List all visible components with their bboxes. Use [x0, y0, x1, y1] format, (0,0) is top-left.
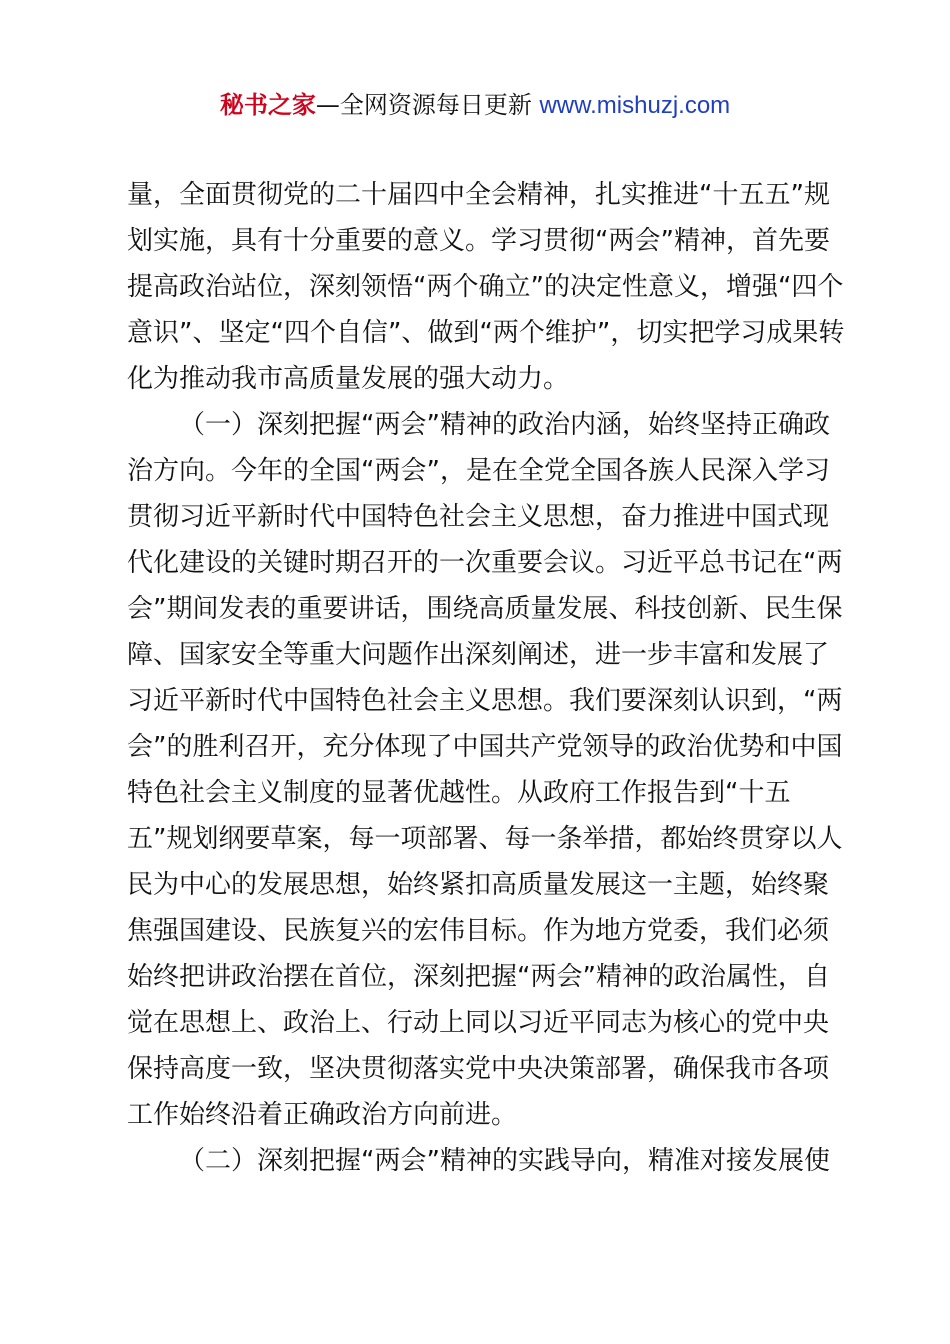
text-line: 化为推动我市高质量发展的强大动力。: [127, 364, 570, 394]
brand-name: 秘书之家: [219, 91, 316, 119]
text-line: 量，全面贯彻党的二十届四中全会精神，扎实推进“十五五”规: [127, 180, 830, 210]
text-line: 特色社会主义制度的显著优越性。从政府工作报告到“十五: [127, 778, 791, 808]
website-link[interactable]: www.mishuzj.com: [539, 92, 731, 119]
text-line: 五”规划纲要草案，每一项部署、每一条举措，都始终贯穿以人: [127, 824, 843, 854]
text-line: 习近平新时代中国特色社会主义思想。我们要深刻认识到，“两: [127, 686, 843, 716]
text-line: 始终把讲政治摆在首位，深刻把握“两会”精神的政治属性，自: [127, 962, 830, 992]
text-line: 提高政治站位，深刻领悟“两个确立”的决定性意义，增强“四个: [127, 272, 844, 302]
text-line: 保持高度一致，坚决贯彻落实党中央决策部署，确保我市各项: [127, 1054, 830, 1084]
text-line: 意识”、坚定“四个自信”、做到“两个维护”，切实把学习成果转: [127, 318, 845, 348]
text-line: 民为中心的发展思想，始终紧扣高质量发展这一主题，始终聚: [127, 870, 830, 900]
header-tagline: —全网资源每日更新: [315, 91, 532, 119]
text-line: 治方向。今年的全国“两会”，是在全党全国各族人民深入学习: [127, 456, 830, 486]
text-line: 障、国家安全等重大问题作出深刻阐述，进一步丰富和发展了: [127, 640, 830, 670]
text-line: 觉在思想上、政治上、行动上同以习近平同志为核心的党中央: [127, 1008, 830, 1038]
paragraph-1: [127, 172, 845, 402]
page-header: [0, 88, 950, 123]
text-line: 划实施，具有十分重要的意义。学习贯彻“两会”精神，首先要: [127, 226, 830, 256]
text-line: 工作始终沿着正确政治方向前进。: [127, 1100, 518, 1130]
text-line: 会”的胜利召开，充分体现了中国共产党领导的政治优势和中国: [127, 732, 843, 762]
text-line: 代化建设的关键时期召开的一次重要会议。习近平总书记在“两: [127, 548, 843, 578]
text-line: 会”期间发表的重要讲话，围绕高质量发展、科技创新、民生保: [127, 594, 843, 624]
paragraph-3: [127, 1138, 835, 1184]
text-line: 焦强国建设、民族复兴的宏伟目标。作为地方党委，我们必须: [127, 916, 830, 946]
document-body: [127, 172, 845, 1184]
text-line-first: （二）深刻把握“两会”精神的实践导向，精准对接发展使: [179, 1146, 830, 1176]
text-line-first: （一）深刻把握“两会”精神的政治内涵，始终坚持正确政: [179, 410, 830, 440]
text-line: 贯彻习近平新时代中国特色社会主义思想，奋力推进中国式现: [127, 502, 830, 532]
paragraph-2: [127, 402, 843, 1138]
